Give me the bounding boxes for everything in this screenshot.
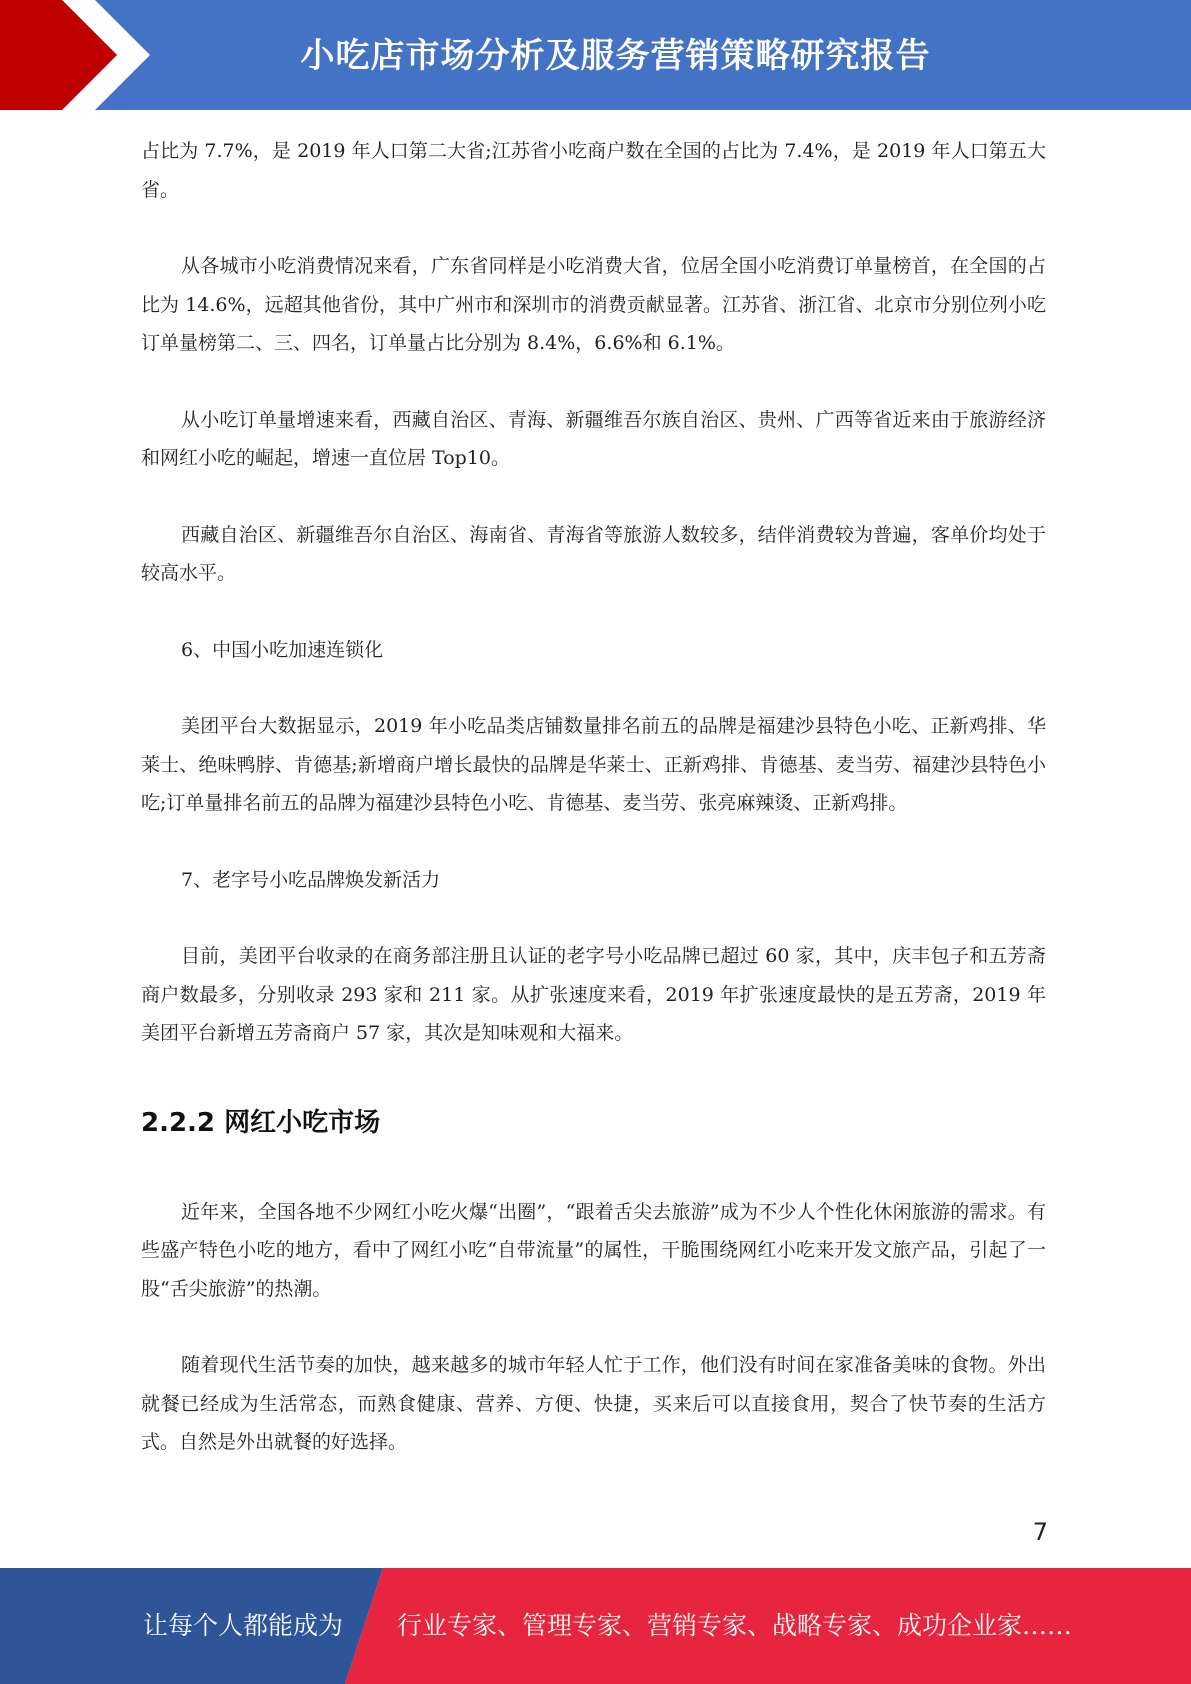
footer-slogan-left: 让每个人都能成为: [143, 1611, 344, 1640]
page-footer: [0, 1568, 1191, 1684]
document-title: 小吃店市场分析及服务营销策略研究报告: [300, 36, 931, 76]
paragraph: 目前，美团平台收录的在商务部注册且认证的老字号小吃品牌已超过 60 家，其中，庆丰包子和五芳斋商户数最多，分别收录 293 家和 211 家。从扩张速度来看，2019 年扩张速度最快的是五芳斋，2019 年美团平台新增五芳斋商户 57 家，其次是知味观和大福来。: [141, 945, 1046, 1044]
list-heading: 6、中国小吃加速连锁化: [181, 638, 384, 661]
paragraph: 从各城市小吃消费情况来看，广东省同样是小吃消费大省，位居全国小吃消费订单量榜首，在全国的占比为 14.6%，远超其他省份，其中广州市和深圳市的消费贡献显著。江苏省、浙江省、北京市分别位列小吃订单量榜第二、三、四名，订单量占比分别为 8.4%，6.6%和 6.1%。: [141, 255, 1046, 354]
page-number: 7: [1032, 1518, 1048, 1546]
paragraph: 西藏自治区、新疆维吾尔自治区、海南省、青海省等旅游人数较多，结伴消费较为普遍，客单价均处于较高水平。: [141, 523, 1046, 584]
paragraph: 随着现代生活节奏的加快，越来越多的城市年轻人忙于工作，他们没有时间在家准备美味的食物。外出就餐已经成为生活常态，而熟食健康、营养、方便、快捷，买来后可以直接食用，契合了快节奏的生活方式。自然是外出就餐的好选择。: [141, 1354, 1046, 1453]
paragraph: 占比为 7.7%，是 2019 年人口第二大省;江苏省小吃商户数在全国的占比为 7.4%，是 2019 年人口第五大省。: [141, 140, 1046, 201]
footer-slogan-right: 行业专家、管理专家、营销专家、战略专家、成功企业家……: [397, 1611, 1073, 1640]
section-heading: 2.2.2 网红小吃市场: [141, 1107, 381, 1138]
paragraph: 近年来，全国各地不少网红小吃火爆“出圈”，“跟着舌尖去旅游”成为不少人个性化休闲旅游的需求。有些盛产特色小吃的地方，看中了网红小吃“自带流量”的属性，干脆围绕网红小吃来开发文旅产品，引起了一股“舌尖旅游”的热潮。: [141, 1200, 1046, 1300]
page-header: [0, 0, 1191, 110]
paragraph: 从小吃订单量增速来看，西藏自治区、青海、新疆维吾尔族自治区、贵州、广西等省近来由于旅游经济和网红小吃的崛起，增速一直位居 Top10。: [141, 408, 1046, 469]
paragraph: 美团平台大数据显示，2019 年小吃品类店铺数量排名前五的品牌是福建沙县特色小吃、正新鸡排、华莱士、绝味鸭脖、肯德基;新增商户增长最快的品牌是华莱士、正新鸡排、肯德基、麦当劳、福建沙县特色小吃;订单量排名前五的品牌为福建沙县特色小吃、肯德基、麦当劳、张亮麻辣烫、正新鸡排。: [141, 715, 1046, 814]
list-heading: 7、老字号小吃品牌焕发新活力: [181, 868, 441, 891]
page-body: [141, 132, 1046, 1462]
